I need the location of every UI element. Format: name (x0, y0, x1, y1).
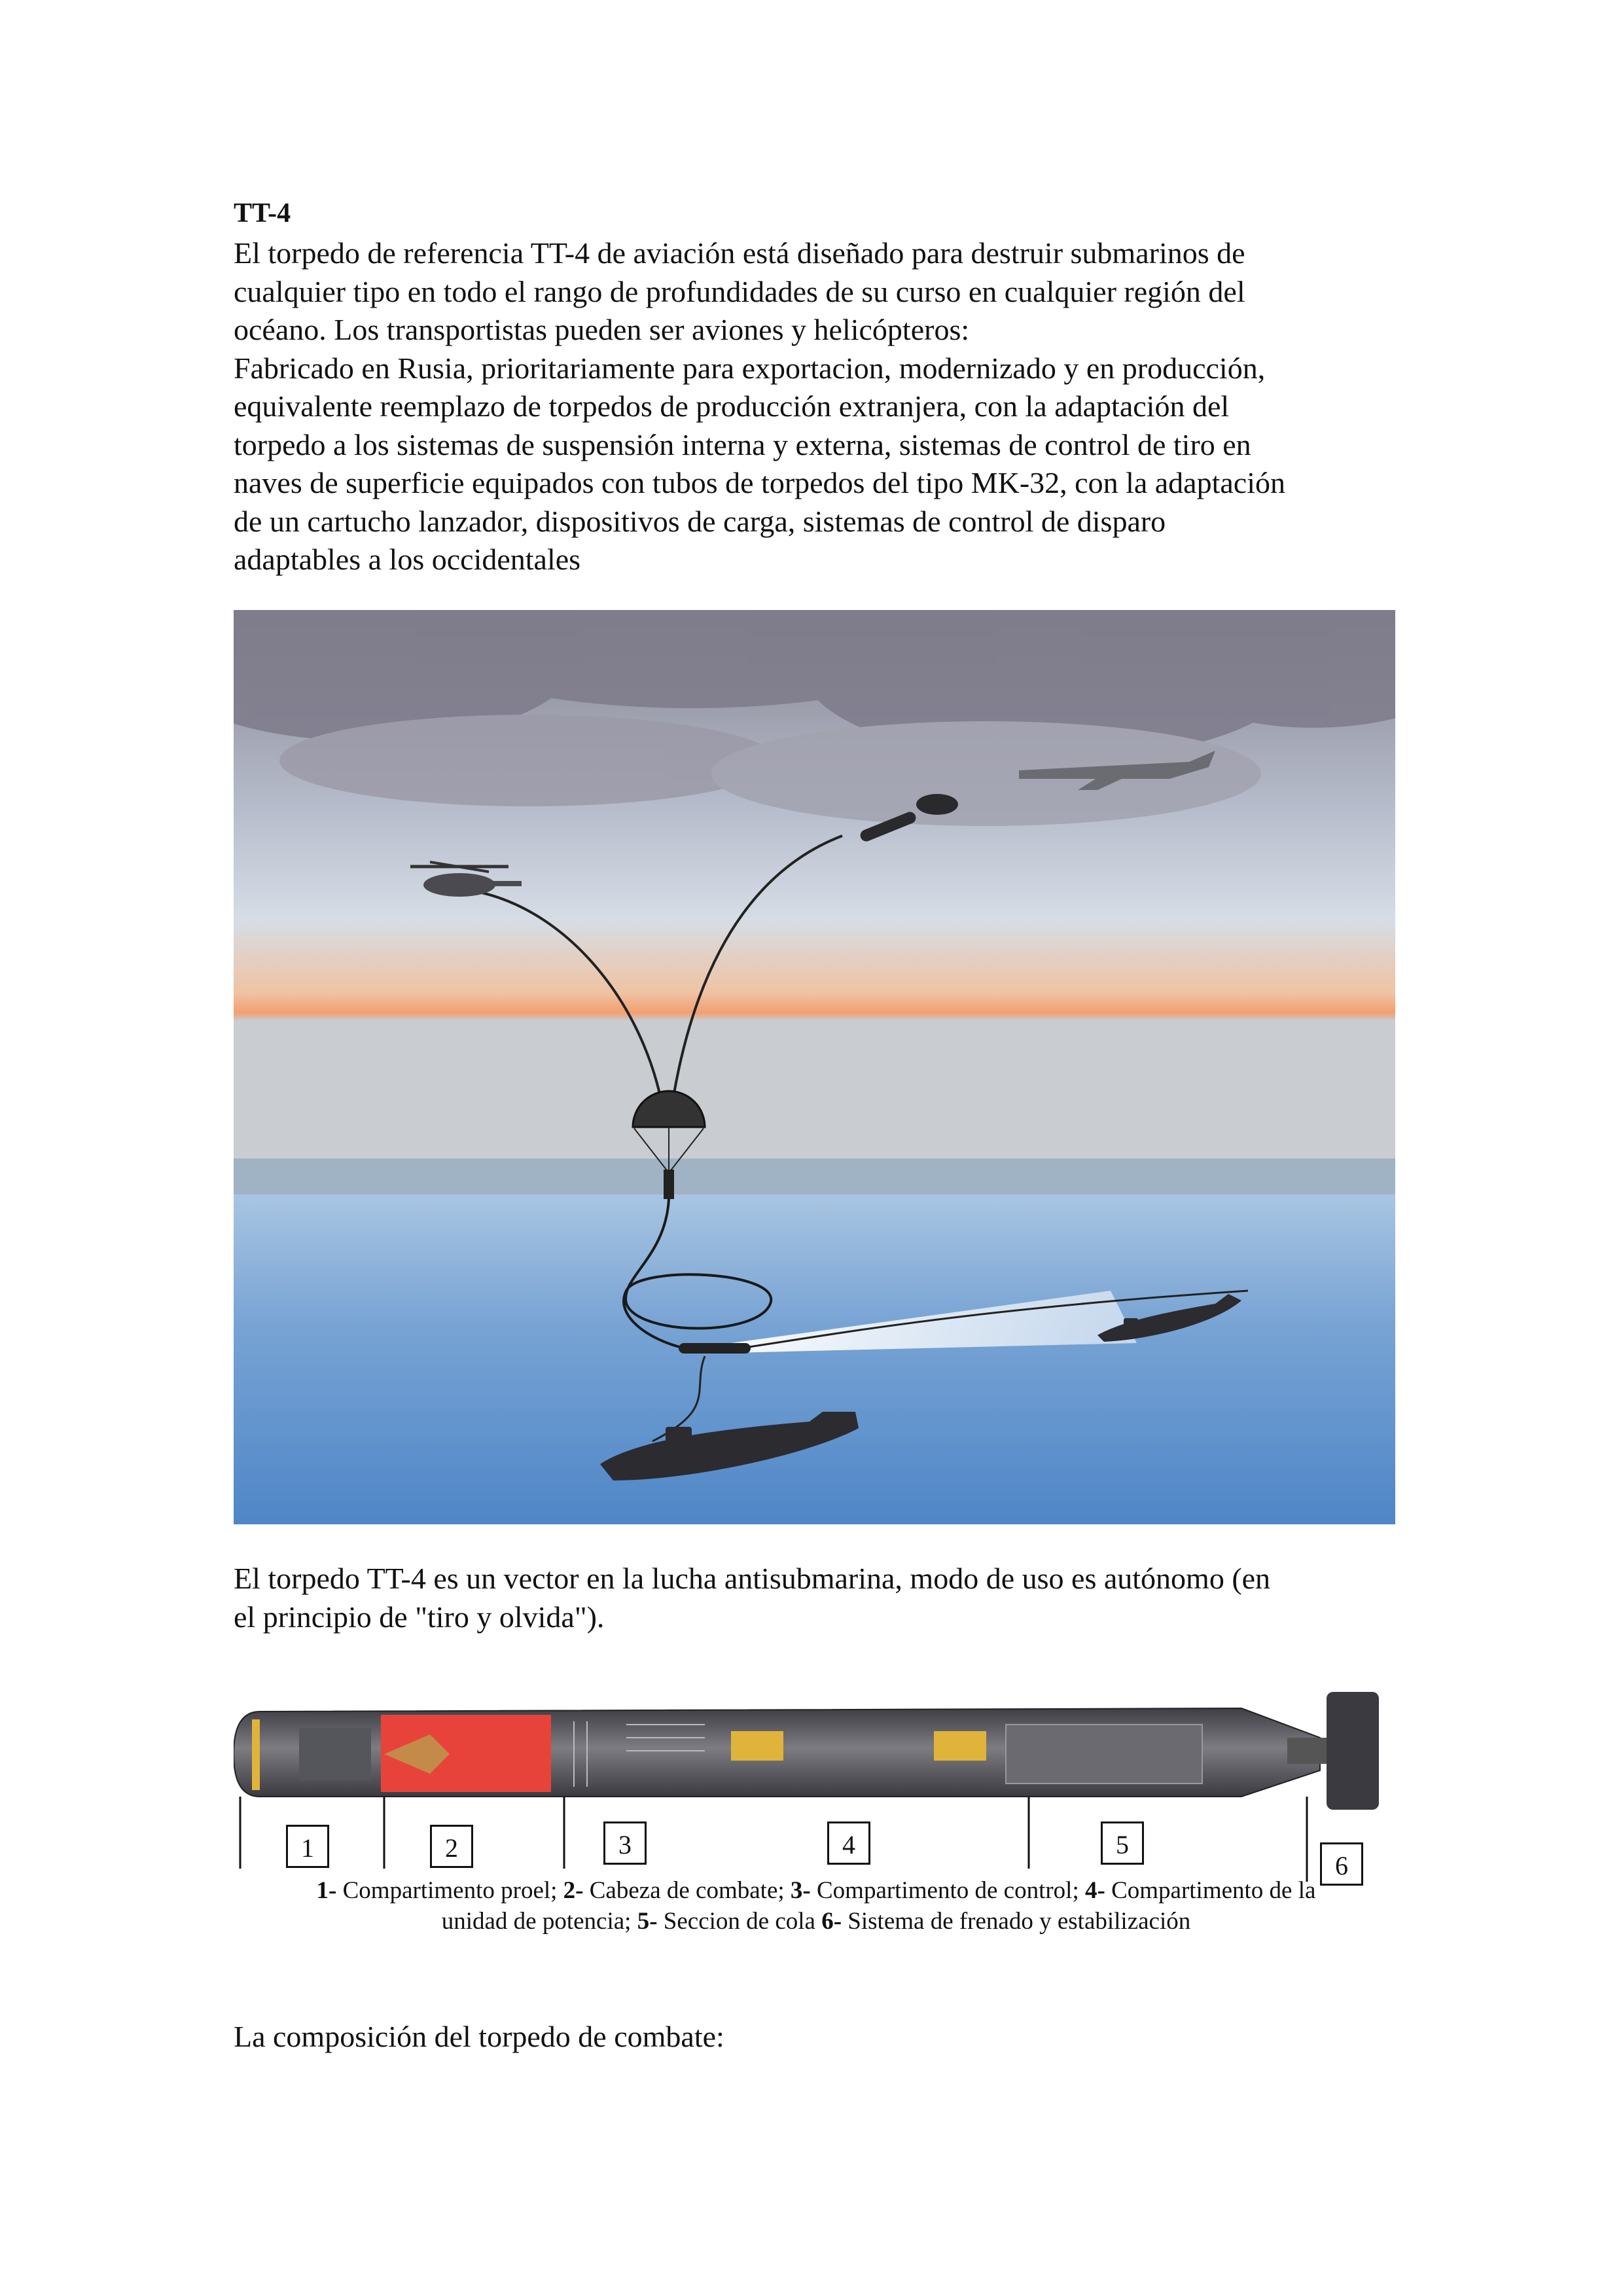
intro-line: cualquier tipo en todo el rango de profundidades de su curso en cualquier región del (234, 274, 1245, 308)
section-number-3: 3 (603, 1821, 647, 1865)
intro-line: de un cartucho lanzador, dispositivos de carga, sistemas de control de disparo (234, 504, 1166, 538)
diagram-caption (234, 1875, 1399, 1937)
intro-line: Fabricado en Rusia, prioritariamente para exportacion, modernizado y en producción, (234, 351, 1266, 385)
section-number-1: 1 (286, 1825, 329, 1868)
intro-line: naves de superficie equipados con tubos de torpedos del tipo MK-32, con la adaptación (234, 466, 1285, 499)
brake-disc (1327, 1692, 1379, 1810)
horizon-strip (234, 1158, 1395, 1194)
intro-line: océano. Los transportistas pueden ser aviones y helicópteros: (234, 313, 970, 346)
section-number-4: 4 (827, 1821, 870, 1865)
intro-line: torpedo a los sistemas de suspensión interna y externa, sistemas de control de tiro en (234, 427, 1251, 461)
composition-heading-text: La composición del torpedo de combate: (234, 2020, 724, 2053)
nose-band (252, 1719, 260, 1790)
page-title: TT-4 (234, 198, 291, 228)
section-number-2: 2 (430, 1825, 473, 1868)
sea (234, 1194, 1395, 1524)
intro-line: adaptables a los occidentales (234, 543, 581, 576)
caption-line-1: 1- Compartimento proel; 2- Cabeza de combate; 3- Compartimento de control; 4- Compartimento de la (316, 1877, 1316, 1904)
composition-heading (234, 2018, 1405, 2056)
intro-line: equivalente reemplazo de torpedos de producción extranjera, con la adaptación del (234, 389, 1230, 423)
battery-block (934, 1731, 986, 1761)
section-number-5: 5 (1101, 1821, 1144, 1865)
torpedo-underwater (679, 1343, 751, 1354)
section-number-6: 6 (1320, 1842, 1363, 1886)
usage-line: el principio de "tiro y olvida"). (234, 1600, 605, 1634)
intro-paragraph (234, 234, 1405, 579)
caption-line-2: unidad de potencia; 5- Seccion de cola 6- Sistema de frenado y estabilización (441, 1908, 1191, 1935)
battery-block (731, 1731, 783, 1761)
usage-paragraph (234, 1560, 1405, 1636)
deployment-illustration (234, 610, 1395, 1524)
intro-line: El torpedo de referencia TT-4 de aviación está diseñado para destruir submarinos de (234, 236, 1245, 270)
torpedo-cutaway-diagram (234, 1672, 1385, 1888)
usage-line: El torpedo TT-4 es un vector en la lucha antisubmarina, modo de uso es autónomo (en (234, 1562, 1271, 1595)
